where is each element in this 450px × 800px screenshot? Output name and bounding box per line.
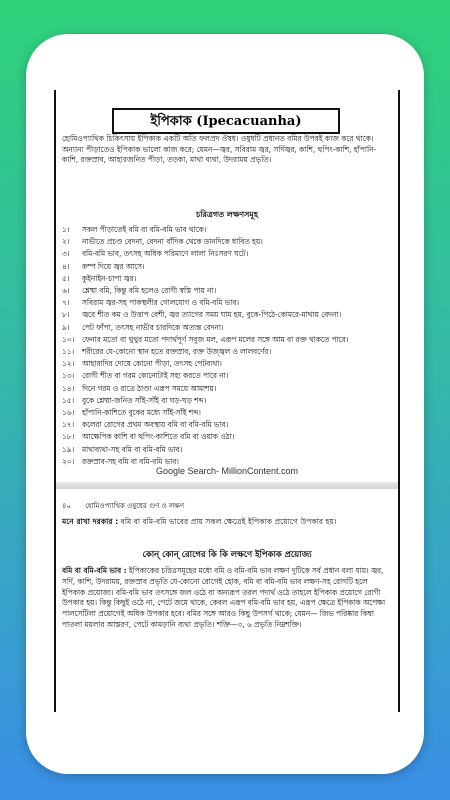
list-item: ১৪। দিনে গরম ও রাত্রে ঠাণ্ডা এরূপ সময়ে আমাশয়। — [62, 383, 217, 393]
list-item: ৭। সবিরাম জ্বর-সহ পাকস্থলীর গোলযোগ ও বমি-বমি ভাব। — [62, 298, 239, 308]
list-item: ৯। পেট ফাঁপা, তৎসহ নাভীর চারদিকে অত্যন্ত বেদনা। — [62, 322, 224, 332]
ebook-page-viewer[interactable] — [54, 90, 400, 712]
list-item: ৬। শ্লেষ্মা বমি, কিন্তু বমি হলেও রোগী স্বস্তি পায় না। — [62, 286, 217, 296]
list-item: ২০। রক্তস্রাব-সহ বমি বা বমি-বমি ভাব। — [62, 456, 179, 466]
list-item: ১০। ফেনার মতো বা থুথুর মতো পদার্থপূর্ণ সবুজ মল, এরূপ মলের সঙ্গে আম বা রক্ত থাকতে পারে। — [62, 334, 349, 344]
book-page-2 — [56, 490, 398, 712]
body-paragraph — [62, 566, 392, 631]
intro-paragraph: হোমিওপ্যাথিক চিকিৎসায় ইপিকাক একটি অতি ফলপ্রদ ঔষধ। ওষুধটি প্রধানত বমির উপরই কাজ করে থাকে। অন্যান্য পীড়াতেও ইপিকাক ভালো কাজ করে; যেমন—জ্বর, সবিরাম জ্বর, সর্দিজ্বর, কাশি, হুপিং-কাশি, হাঁপানি-কাশি, রক্তস্রাব, আহারজনিত পীড়া, তড়কা, মাথা ব্যথা, উদরাময় প্রভৃতি। — [62, 134, 377, 165]
book-page-1 — [56, 90, 398, 490]
symptom-list — [62, 224, 392, 468]
list-item: ১। সকল পীড়াতেই বমি বা বমি-বমি ভাব থাকে। — [62, 225, 207, 234]
list-item: ১৭। কলেরা রোগের প্রথম অবস্থায় বমি বা বমি-বমি ভাব। — [62, 420, 229, 430]
list-item: ২। নাভীতে প্রচণ্ড বেদনা, বেদনা বাঁদিক থেকে ডানদিকে ধাবিত হয়। — [62, 237, 263, 247]
list-item: ১৯। মাথাব্যথা-সহ বমি বা বমি-বমি ভাব। — [62, 444, 183, 454]
page-number: ৪০ — [62, 502, 72, 510]
note-text: বমি বা বমি-বমি ভাবের প্রায় সকল ক্ষেত্রেই ইপিকাক প্রয়োগে উপকার হয়। — [120, 517, 337, 526]
list-item: ১৩। রোগী শীত বা গরম কোনোটাই সহ্য করতে পারে না। — [62, 371, 229, 381]
list-item: ১৫। বুকে শ্লেষ্মা-জনিত সাঁই-সাঁই বা ঘড়-ঘড় শব্দ। — [62, 395, 207, 405]
section-heading: কোন্ কোন্ রোগের কি কি লক্ষণে ইপিকাক প্রয়োজ্য — [142, 549, 312, 559]
section-heading: চরিত্রগত লক্ষণসমূহ — [195, 210, 259, 219]
body-label: বমি বা বমি-বমি ভাব : — [62, 566, 127, 575]
list-item: ৮। জ্বরে শীত কম ও উত্তাপ বেশী, জ্বর ত্যাগের সময় ঘাম হয়, বুকে-পিঠে-কোমরে-মাথায় বেদনা। — [62, 310, 342, 320]
list-item: ১২। আহারাদির দোষে কোনো পীড়া, তৎসহ পেটব্যথা। — [62, 359, 222, 369]
list-item: ৪। কম্প দিয়ে জ্বর আসে। — [62, 261, 145, 271]
note-label: মনে রাখা দরকার : — [62, 517, 119, 526]
list-item: ৫। কুইনাইন-চাপা জ্বর। — [62, 273, 137, 283]
list-item: ১৮। আক্ষেপিক কাশি বা হুপিং-কাশিতে বমি বা ওয়াক ওঠা। — [62, 432, 235, 442]
body-text: ইপিকাকের চরিত্রসমূহের মধ্যে বমি ও বমি-বমি ভাব লক্ষণ দুটিকে সর্ব প্রধান বলা যায়। জ্বর, সর্দি, কাশি, উদরাময়, রক্তস্রাব প্রভৃতি যে-কোনো রোগেই হোক, বমি বা বমি-বমি ভাব লক্ষণ-সহ রোগটি হলে ইপিকাক প্রয়োজ্য। বমি-বমি ভাব তৎসঙ্গে জল ওঠে বা অন্যরূপ তরল পদার্থ ওঠে তাহলে ইপিকাক প্রয়োগে রোগী উপকার হয়। কিন্তু কিছুই ওঠে না, পেটে জমে থাকে, কেবল এরূপ বমি-বমি ভাব হয়, এরূপ ক্ষেত্রে ইপিকাক অপেক্ষা পালসেটিলা প্রয়োগেই অধিক উপকার হবে। বমির সঙ্গে আরও কিছু উপসর্গ থাকে; যেমন— জিভ পরিষ্কার কিম্বা পাতলা ময়লার আস্তরণ, পেটে কামড়ানি ব্যথা প্রভৃতি। শক্তি—৩, ৬ প্রভৃতি নিম্নশক্তি। — [62, 566, 386, 629]
list-item: ১৬। হাঁপানি-কাশিতে বুকের মধ্যে সাঁই-সাঁই শব্দ। — [62, 408, 201, 418]
list-item: ১১। শরীরের যে-কোনো স্থান হতে রক্তস্রাব, রক্ত উজ্জ্বল ও লালবর্ণের। — [62, 347, 272, 357]
running-header: হোমিওপ্যাথিক ওষুধের গুণ ও লক্ষণ — [85, 502, 185, 510]
page-divider — [56, 482, 398, 489]
page-header — [62, 500, 392, 512]
page-title: ইপিকাক (Ipecacuanha) — [112, 108, 340, 134]
note-paragraph — [62, 516, 392, 527]
source-watermark: Google Search- MillionContent.com — [155, 466, 299, 476]
list-item: ৩। বমি-বমি ভাব, তৎসহ অধিক পরিমাণে লালা নিঃসরণ ঘটে। — [62, 249, 249, 259]
